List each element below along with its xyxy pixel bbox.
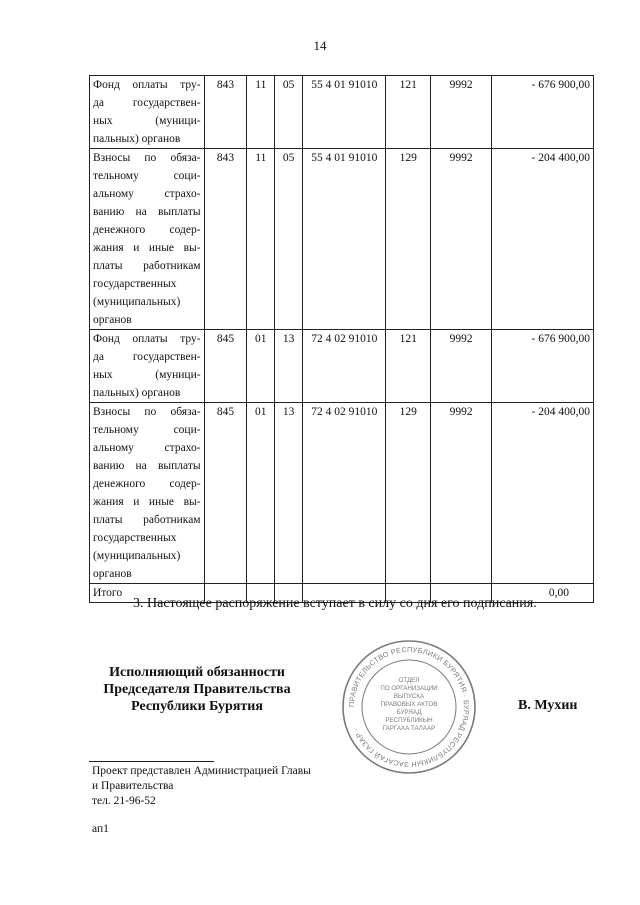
amount-cell: - 676 900,00	[492, 330, 594, 403]
table-row	[90, 76, 594, 149]
expense-type-code-cell: 129	[386, 149, 431, 330]
target-item-code-cell: 72 4 02 91010	[303, 403, 386, 584]
expense-type-code-cell: 129	[386, 403, 431, 584]
section-code-cell: 01	[247, 330, 275, 403]
signatory-name: В. Мухин	[518, 698, 578, 713]
expense-name-line: альному страхо-	[93, 442, 201, 454]
expense-name-line: да государствен-	[93, 97, 201, 109]
expense-name-line: жания и иные вы-	[93, 242, 201, 254]
expense-name-line: жания и иные вы-	[93, 496, 201, 508]
subsection-code-cell: 13	[275, 403, 303, 584]
amount-cell: - 204 400,00	[492, 149, 594, 330]
target-item-code-cell: 55 4 01 91010	[303, 76, 386, 149]
target-item-code-cell: 72 4 02 91010	[303, 330, 386, 403]
expense-name-line: ванию на выплаты	[93, 206, 201, 218]
signatory-title-line: Председателя Правительства	[103, 682, 291, 697]
footnote-line: и Правительства	[92, 780, 174, 792]
amount-cell: - 204 400,00	[492, 403, 594, 584]
target-item-code-cell: 55 4 01 91010	[303, 149, 386, 330]
kbk-code-cell: 9992	[431, 149, 492, 330]
official-seal	[340, 638, 478, 776]
expense-name-cell	[90, 330, 205, 403]
svg-text:ПО ОРГАНИЗАЦИИ: ПО ОРГАНИЗАЦИИ	[380, 685, 438, 692]
footnote-line: тел. 21-96-52	[92, 795, 156, 807]
effective-date-clause: 3. Настоящее распоряжение вступает в силу со дня его подписания.	[133, 596, 537, 611]
section-code-cell: 11	[247, 149, 275, 330]
expense-name-line: ных (муници-	[93, 115, 201, 127]
expense-name-cell	[90, 149, 205, 330]
subsection-code-cell: 05	[275, 149, 303, 330]
expense-name-line: органов	[93, 568, 132, 580]
budget-table	[89, 75, 594, 603]
expense-name-line: да государствен-	[93, 351, 201, 363]
expense-name-line: платы работникам	[93, 514, 201, 526]
expense-name-line: Взносы по обяза-	[93, 406, 201, 418]
expense-name-line: Взносы по обяза-	[93, 152, 201, 164]
expense-type-code-cell: 121	[386, 76, 431, 149]
expense-name-line: государственных	[93, 532, 177, 544]
subsection-code-cell: 05	[275, 76, 303, 149]
section-code-cell: 01	[247, 403, 275, 584]
expense-name-line: (муниципальных)	[93, 296, 181, 308]
expense-name-line: денежного содер-	[93, 224, 201, 236]
expense-name-line: тельному соци-	[93, 424, 201, 436]
expense-name-line: пальных) органов	[93, 387, 181, 399]
expense-name-line: ванию на выплаты	[93, 460, 201, 472]
footnote-divider	[89, 761, 214, 762]
expense-name-line: ных (муници-	[93, 369, 201, 381]
total-label: Итого	[90, 584, 205, 603]
expense-name-cell	[90, 76, 205, 149]
signatory-title-line: Исполняющий обязанности	[109, 665, 285, 680]
expense-name-line: (муниципальных)	[93, 550, 181, 562]
section-code-cell: 11	[247, 76, 275, 149]
footnote	[92, 764, 311, 809]
signatory-title-line: Республики Бурятия	[131, 699, 263, 714]
signatory-title	[92, 664, 302, 715]
seal-center-text	[380, 677, 437, 732]
expense-name-line: Фонд оплаты тру-	[93, 79, 201, 91]
executor-initials: ап1	[92, 823, 109, 835]
total-sum: 0,00	[492, 584, 594, 603]
footnote-line: Проект представлен Администрацией Главы	[92, 765, 311, 777]
svg-text:РЕСПУБЛИКЫН: РЕСПУБЛИКЫН	[385, 717, 433, 724]
grbs-code-cell: 845	[204, 403, 247, 584]
table-row	[90, 403, 594, 584]
kbk-code-cell: 9992	[431, 76, 492, 149]
svg-text:ПРАВОВЫХ АКТОВ: ПРАВОВЫХ АКТОВ	[380, 701, 438, 708]
expense-name-line: денежного содер-	[93, 478, 201, 490]
expense-name-line: Фонд оплаты тру-	[93, 333, 201, 345]
table-row	[90, 330, 594, 403]
kbk-code-cell: 9992	[431, 330, 492, 403]
expense-name-line: органов	[93, 314, 132, 326]
kbk-code-cell: 9992	[431, 403, 492, 584]
expense-type-code-cell: 121	[386, 330, 431, 403]
svg-text:ГАРГАХА ТАЛААР: ГАРГАХА ТАЛААР	[382, 725, 436, 732]
svg-text:ОТДЕЛ: ОТДЕЛ	[398, 677, 420, 684]
table-row	[90, 149, 594, 330]
budget-table-body	[90, 76, 594, 603]
subsection-code-cell: 13	[275, 330, 303, 403]
expense-name-line: альному страхо-	[93, 188, 201, 200]
svg-text:БУРЯАД: БУРЯАД	[396, 709, 422, 716]
page-number: 14	[313, 38, 327, 53]
expense-name-line: пальных) органов	[93, 133, 181, 145]
expense-name-cell	[90, 403, 205, 584]
expense-name-line: государственных	[93, 278, 177, 290]
grbs-code-cell: 843	[204, 149, 247, 330]
expense-name-line: платы работникам	[93, 260, 201, 272]
svg-text:ВЫПУСКА: ВЫПУСКА	[393, 693, 425, 700]
expense-name-line: тельному соци-	[93, 170, 201, 182]
amount-cell: - 676 900,00	[492, 76, 594, 149]
grbs-code-cell: 843	[204, 76, 247, 149]
grbs-code-cell: 845	[204, 330, 247, 403]
seal-ring-text: ПРАВИТЕЛЬСТВО РЕСПУБЛИКИ БУРЯТИЯ · БУРЯАД РЕСПУБЛИКЫН ЗАСАГАЙ ГАЗАР ·	[346, 644, 472, 770]
